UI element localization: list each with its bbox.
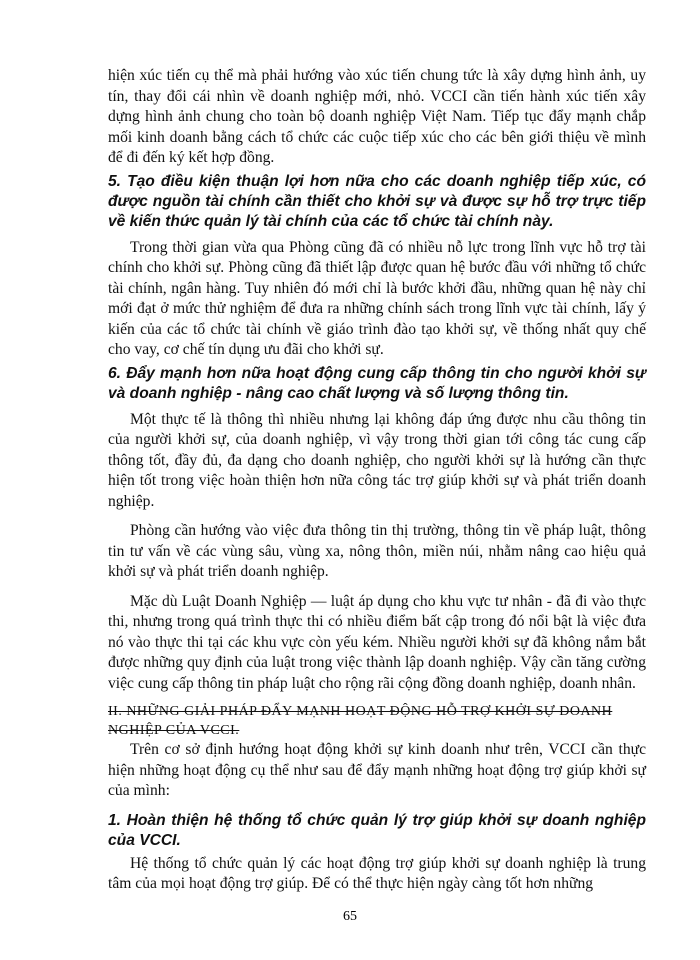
section-heading-ii: II. NHỮNG GIẢI PHÁP ĐẨY MẠNH HOẠT ĐỘNG HỖ TRỢ KHỞI SỰ DOANH NGHIỆP CỦA VCCI.	[108, 704, 613, 738]
paragraph-3: Một thực tế là thông thì nhiều nhưng lại không đáp ứng được nhu cầu thông tin của người khởi sự, của doanh nghiệp, vì vậy trong thời gian tới công tác cung cấp thông tốt, đầy đủ, đa dạng cho doanh nghiệp, cho người khởi sự là hướng cần thực hiện tốt trong việc hoàn thiện hơn nữa công tác trợ giúp khởi sự và phát triển doanh nghiệp.	[108, 410, 646, 510]
heading-5: 5. Tạo điều kiện thuận lợi hơn nữa cho các doanh nghiệp tiếp xúc, có được nguồn tài chính cần thiết cho khởi sự và được sự hỗ trợ trực tiếp về kiến thức quản lý tài chính của các tổ chức tài chính này.	[108, 172, 646, 230]
paragraph-5: Mặc dù Luật Doanh Nghiệp — luật áp dụng cho khu vực tư nhân - đã đi vào thực thi, nhưng trong quá trình thực thi có nhiều điểm bất cập trong đó nổi bật là việc đưa nó vào thực thi tại các khu vực còn yếu kém. Nhiều người khởi sự đã không nắm bắt được những quy định của luật trong việc thành lập doanh nghiệp. Vậy cần tăng cường việc cung cấp thông tin pháp luật cho rộng rãi cộng đồng doanh nghiệp, doanh nhân.	[108, 592, 646, 692]
paragraph-6: Trên cơ sở định hướng hoạt động khởi sự kinh doanh như trên, VCCI cần thực hiện những hoạt động cụ thể như sau để đẩy mạnh những hoạt động trợ giúp khởi sự của mình:	[108, 741, 646, 799]
paragraph-1: hiện xúc tiến cụ thể mà phải hướng vào xúc tiến chung tức là xây dựng hình ảnh, uy tín, thay đổi cái nhìn về doanh nghiệp mới, nhỏ. VCCI cần tiến hành xúc tiến xây dựng hình ảnh chung cho toàn bộ doanh nghiệp Việt Nam. Tiếp tục đẩy mạnh chắp mối kinh doanh bằng cách tổ chức các cuộc tiếp xúc cho các bên giới thiệu về mình để đi đến ký kết hợp đồng.	[108, 67, 646, 166]
paragraph-7: Hệ thống tổ chức quản lý các hoạt động trợ giúp khởi sự doanh nghiệp là trung tâm của mọi hoạt động trợ giúp. Để có thể thực hiện ngày càng tốt hơn những	[108, 854, 646, 892]
page-number: 65	[343, 909, 357, 924]
paragraph-2: Trong thời gian vừa qua Phòng cũng đã có nhiều nỗ lực trong lĩnh vực hỗ trợ tài chính cho khởi sự. Phòng cũng đã thiết lập được quan hệ bước đầu với những tổ chức tài chính, ngân hàng. Tuy nhiên đó mới chỉ là bước khởi đầu, những quan hệ này chỉ mới đạt ở mức thử nghiệm để đưa ra những chính sách trong lĩnh vực tài chính, lấy ý kiến của các tổ chức tài chính về giáo trình đào tạo khởi sự, về thống nhất quy chế cho vay, cơ chế tín dụng ưu đãi cho khởi sự.	[108, 238, 646, 358]
paragraph-4: Phòng cần hướng vào việc đưa thông tin thị trường, thông tin về pháp luật, thông tin tư vấn về các vùng sâu, vùng xa, nông thôn, miền núi, nhằm nâng cao hiệu quả khởi sự và phát triển doanh nghiệp.	[108, 522, 646, 580]
heading-1: 1. Hoàn thiện hệ thống tổ chức quản lý trợ giúp khởi sự doanh nghiệp của VCCI.	[108, 811, 646, 849]
heading-6: 6. Đẩy mạnh hơn nữa hoạt động cung cấp thông tin cho người khởi sự và doanh nghiệp - nâng cao chất lượng và số lượng thông tin.	[108, 364, 646, 402]
